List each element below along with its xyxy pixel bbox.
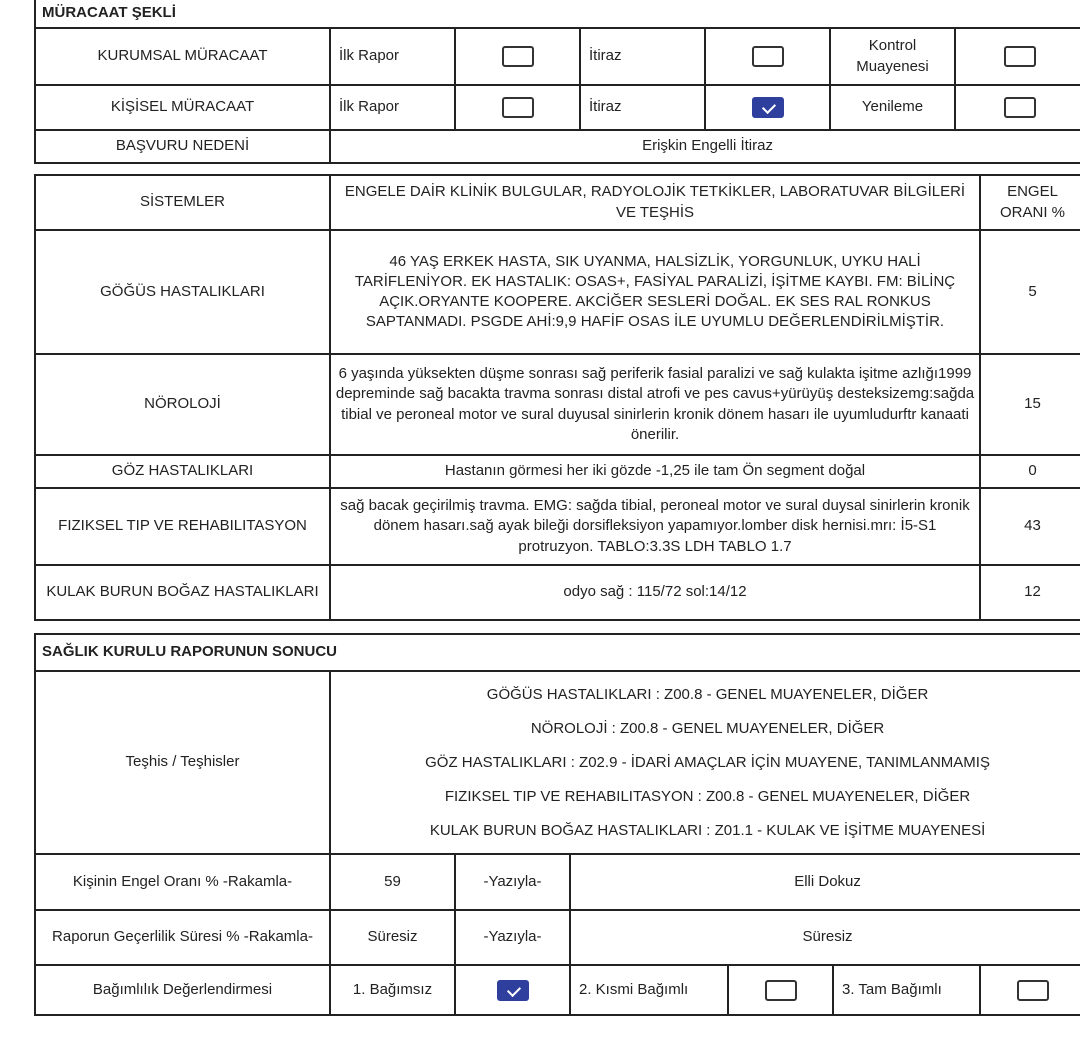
kisisel-itiraz-label: İtiraz (580, 85, 705, 130)
system-name: NÖROLOJİ (35, 354, 330, 455)
tam-bagimli-label: 3. Tam Bağımlı (833, 965, 980, 1015)
tam-bagimli-checkbox[interactable] (1017, 980, 1049, 1001)
yenileme-checkbox[interactable] (1004, 97, 1036, 118)
gecerlilik-label: Raporun Geçerlilik Süresi % -Rakamla- (35, 910, 330, 965)
diagnosis-list (330, 671, 1080, 854)
system-findings: sağ bacak geçirilmiş travma. EMG: sağda tibial, peroneal motor ve sural duysal sinirlerin kronik dönem hasarı.sağ ayak bileği dorsifleksiyon yapamıyor.lomber disk hernisi.mrı: İ5-S1 protruzyon. TABLO:3.3S LDH TABLO 1.7 (330, 488, 980, 565)
diagnosis-item: KULAK BURUN BOĞAZ HASTALIKLARI : Z01.1 - KULAK VE İŞİTME MUAYENESİ (429, 821, 986, 839)
engel-orani-yaziyla-label: -Yazıyla- (455, 854, 570, 910)
system-findings: 6 yaşında yüksekten düşme sonrası sağ periferik fasial paralizi ve sağ kulakta işitme azlığı1999 depreminde sağ bacakta travma sonrası distal atrofi ve pes cavus+yürüyüş desteksizemg:sağda tibial ve peroneal motor ve sural duyusal sinirlerin kronik dönem hasarı ile uyumludurftr kanaati önerilir. (330, 354, 980, 455)
tam-bagimli-cell (980, 965, 1080, 1015)
basvuru-nedeni-label: BAŞVURU NEDENİ (35, 130, 330, 163)
table-row (35, 488, 1080, 565)
diagnosis-label: Teşhis / Teşhisler (35, 671, 330, 854)
bagimsiz-label: 1. Bağımsız (330, 965, 455, 1015)
kurumsal-ilk-rapor-checkbox[interactable] (502, 46, 534, 67)
kurumsal-itiraz-cell (705, 28, 830, 85)
system-name: GÖZ HASTALIKLARI (35, 455, 330, 488)
bagimlilik-label: Bağımlılık Değerlendirmesi (35, 965, 330, 1015)
system-name: KULAK BURUN BOĞAZ HASTALIKLARI (35, 565, 330, 620)
system-name: GÖĞÜS HASTALIKLARI (35, 230, 330, 354)
diagnosis-item: GÖZ HASTALIKLARI : Z02.9 - İDARİ AMAÇLAR İÇİN MUAYENE, TANIMLANMAMIŞ (425, 753, 990, 771)
table-row (35, 230, 1080, 354)
diagnosis-item: FIZIKSEL TIP VE REHABILITASYON : Z00.8 - GENEL MUAYENELER, DİĞER (444, 787, 971, 805)
kismi-bagimli-cell (728, 965, 833, 1015)
system-name: FIZIKSEL TIP VE REHABILITASYON (35, 488, 330, 565)
bagimsiz-checkbox[interactable] (497, 980, 529, 1001)
table-row (35, 455, 1080, 488)
kisisel-itiraz-checkbox[interactable] (752, 97, 784, 118)
diagnosis-item: NÖROLOJİ : Z00.8 - GENEL MUAYENELER, DİĞER (530, 719, 885, 737)
system-findings: 46 YAŞ ERKEK HASTA, SIK UYANMA, HALSİZLİK, YORGUNLUK, UYKU HALİ TARİFLENİYOR. EK HASTALIK: OSAS+, FASİYAL PARALİZİ, İŞİTME KAYBI. FM: BİLİNÇ AÇIK.ORYANTE KOOPERE. AKCİĞER SESLERİ DOĞAL. EK SES RAL RONKUS SAPTANMADI. PSGDE AHİ:9,9 HAFİF OSAS İLE UYUMLU DEĞERLENDİRİLMİŞTİR. (330, 230, 980, 354)
kontrol-muayenesi-cell (955, 28, 1080, 85)
kurumsal-label: KURUMSAL MÜRACAAT (35, 28, 330, 85)
table-row (35, 354, 1080, 455)
system-findings: odyo sağ : 115/72 sol:14/12 (330, 565, 980, 620)
system-rate: 43 (980, 488, 1080, 565)
system-rate: 15 (980, 354, 1080, 455)
system-rate: 5 (980, 230, 1080, 354)
bagimsiz-cell (455, 965, 570, 1015)
engel-orani-text: Elli Dokuz (570, 854, 1080, 910)
kisisel-itiraz-cell (705, 85, 830, 130)
diagnosis-item: GÖĞÜS HASTALIKLARI : Z00.8 - GENEL MUAYENELER, DİĞER (486, 685, 929, 703)
result-title: SAĞLIK KURULU RAPORUNUN SONUCU (35, 634, 1080, 671)
yenileme-label: Yenileme (830, 85, 955, 130)
application-table (34, 0, 1080, 164)
kismi-bagimli-label: 2. Kısmi Bağımlı (570, 965, 728, 1015)
systems-table (34, 174, 1080, 621)
engel-orani-value: 59 (330, 854, 455, 910)
kisisel-ilk-rapor-label: İlk Rapor (330, 85, 455, 130)
system-rate: 0 (980, 455, 1080, 488)
system-rate: 12 (980, 565, 1080, 620)
kontrol-muayenesi-label: Kontrol Muayenesi (830, 28, 955, 85)
kisisel-ilk-rapor-cell (455, 85, 580, 130)
gecerlilik-value: Süresiz (330, 910, 455, 965)
kisisel-ilk-rapor-checkbox[interactable] (502, 97, 534, 118)
kismi-bagimli-checkbox[interactable] (765, 980, 797, 1001)
findings-header: ENGELE DAİR KLİNİK BULGULAR, RADYOLOJİK TETKİKLER, LABORATUVAR BİLGİLERİ VE TEŞHİS (330, 175, 980, 230)
kurumsal-itiraz-checkbox[interactable] (752, 46, 784, 67)
gecerlilik-yaziyla-label: -Yazıyla- (455, 910, 570, 965)
kisisel-label: KİŞİSEL MÜRACAAT (35, 85, 330, 130)
gecerlilik-text: Süresiz (570, 910, 1080, 965)
systems-header: SİSTEMLER (35, 175, 330, 230)
kontrol-muayenesi-checkbox[interactable] (1004, 46, 1036, 67)
engel-orani-label: Kişinin Engel Oranı % -Rakamla- (35, 854, 330, 910)
application-title: MÜRACAAT ŞEKLİ (35, 0, 1080, 28)
system-findings: Hastanın görmesi her iki gözde -1,25 ile tam Ön segment doğal (330, 455, 980, 488)
result-table (34, 633, 1080, 1016)
table-row (35, 565, 1080, 620)
kurumsal-ilk-rapor-cell (455, 28, 580, 85)
basvuru-nedeni-value: Erişkin Engelli İtiraz (330, 130, 1080, 163)
kurumsal-itiraz-label: İtiraz (580, 28, 705, 85)
yenileme-cell (955, 85, 1080, 130)
rate-header: ENGEL ORANI % (980, 175, 1080, 230)
kurumsal-ilk-rapor-label: İlk Rapor (330, 28, 455, 85)
